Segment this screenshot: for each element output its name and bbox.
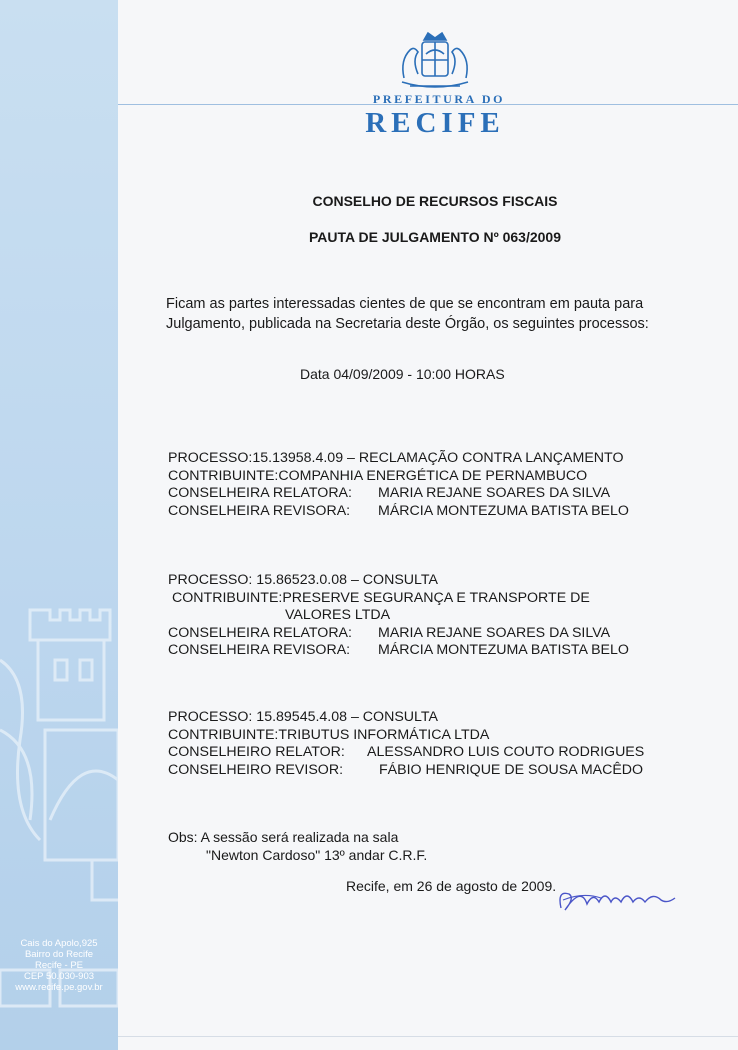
rapporteur-name: MARIA REJANE SOARES DA SILVA <box>378 485 611 501</box>
reviewer-label: CONSELHEIRO REVISOR: <box>168 761 344 778</box>
rapporteur-label: CONSELHEIRA RELATORA: <box>168 624 352 641</box>
process-number: PROCESSO: 15.86523.0.08 – CONSULTA <box>168 572 438 588</box>
address-line: Cais do Apolo,925 <box>20 938 98 949</box>
reviewer-name: MÁRCIA MONTEZUMA BATISTA BELO <box>378 642 629 658</box>
address-line: Bairro do Recife <box>24 949 94 960</box>
process-number: PROCESSO: 15.89545.4.08 – CONSULTA <box>168 709 438 725</box>
letterhead-line1: PREFEITURA DO <box>372 92 506 106</box>
rapporteur-label: CONSELHEIRA RELATORA: <box>168 485 352 501</box>
reviewer-name: FÁBIO HENRIQUE DE SOUSA MACÊDO <box>379 761 644 778</box>
taxpayer: CONTRIBUINTE:PRESERVE SEGURANÇA E TRANSPORTE DE <box>172 589 590 606</box>
reviewer-label: CONSELHEIRA REVISORA: <box>168 642 351 658</box>
session-date: Data 04/09/2009 - 10:00 HORAS <box>300 366 505 382</box>
address-line: Recife - PE <box>34 960 84 971</box>
address-block <box>0 938 118 993</box>
observation-location: "Newton Cardoso" 13º andar C.R.F. <box>206 847 428 863</box>
footer-divider <box>118 1036 738 1037</box>
letterhead-city: RECIFE <box>365 107 505 139</box>
closing-date: Recife, em 26 de agosto de 2009. <box>346 878 557 894</box>
process-number: PROCESSO:15.13958.4.09 – RECLAMAÇÃO CONTRA LANÇAMENTO <box>168 450 624 466</box>
reviewer-label: CONSELHEIRA REVISORA: <box>168 502 351 519</box>
observation-line: Obs: A sessão será realizada na sala <box>168 829 399 845</box>
recife-coat-of-arms-icon <box>396 30 474 90</box>
website-link[interactable]: www.recife.pe.gov.br <box>15 982 103 993</box>
taxpayer: CONTRIBUINTE:COMPANHIA ENERGÉTICA DE PERNAMBUCO <box>168 467 588 484</box>
observation <box>168 828 427 864</box>
handwritten-signature-icon <box>553 880 679 916</box>
rapporteur-name: ALESSANDRO LUIS COUTO RODRIGUES <box>367 744 645 760</box>
taxpayer: CONTRIBUINTE:TRIBUTUS INFORMÁTICA LTDA <box>168 726 490 743</box>
rapporteur-name: MARIA REJANE SOARES DA SILVA <box>378 624 611 641</box>
sidebar-band <box>0 0 118 1050</box>
document-title: CONSELHO DE RECURSOS FISCAIS <box>312 193 558 209</box>
reviewer-name: MÁRCIA MONTEZUMA BATISTA BELO <box>378 502 629 519</box>
rapporteur-label: CONSELHEIRO RELATOR: <box>168 744 345 760</box>
document-subtitle: PAUTA DE JULGAMENTO Nº 063/2009 <box>309 229 561 245</box>
intro-paragraph: Ficam as partes interessadas cientes de que se encontram em pauta para Julgamento, publicada na Secretaria deste Órgão, os seguintes processos: <box>166 296 649 332</box>
taxpayer-continued: VALORES LTDA <box>285 607 391 623</box>
address-line: CEP 50.030-903 <box>23 971 95 982</box>
